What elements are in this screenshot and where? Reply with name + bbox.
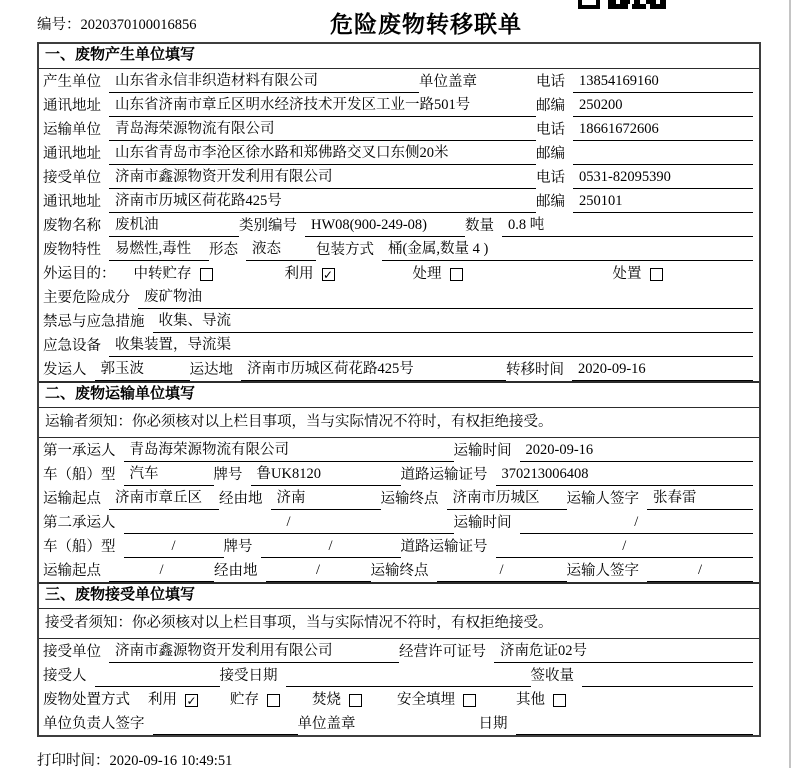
form-row (39, 141, 759, 165)
field-label: 车（船）型 (43, 539, 116, 555)
checkbox-icon (463, 694, 476, 707)
field-label: 接受单位 (43, 170, 101, 186)
form-row (39, 711, 759, 735)
section-header: 二、废物运输单位填写 (39, 383, 759, 408)
field-label: 单位负责人签字 (43, 716, 145, 732)
field-label: 类别编号 (239, 218, 297, 234)
form-row (39, 285, 759, 309)
field-value: 山东省济南市章丘区明水经济技术开发区工业一路501号 (109, 93, 536, 117)
field-value: / (520, 514, 754, 534)
section-3 (39, 582, 759, 735)
form-row (39, 189, 759, 213)
serial-label: 编号： (37, 17, 81, 33)
form-row (39, 663, 759, 687)
print-time-label: 打印时间： (37, 753, 110, 768)
checkbox-label: 处置 (612, 266, 642, 282)
field-value: / (124, 538, 224, 558)
blank-field (286, 684, 531, 687)
field-value: / (261, 538, 401, 558)
qr-code-fragment-icon (578, 0, 668, 9)
field-label: 接受人 (43, 668, 87, 684)
serial-number: 2020370100016856 (80, 17, 197, 33)
form-row (39, 462, 759, 486)
field-label: 运达地 (189, 362, 233, 378)
field-value: 济南 (271, 486, 381, 510)
field-label: 通讯地址 (43, 98, 101, 114)
field-label: 日期 (478, 716, 508, 732)
field-label: 产生单位 (43, 74, 101, 90)
section-header: 三、废物接受单位填写 (39, 584, 759, 609)
blank-field (153, 732, 298, 735)
field-label: 单位盖章 (419, 74, 477, 90)
checkbox-label: 贮存 (230, 692, 259, 708)
checkbox-label: 利用 (148, 692, 177, 708)
field-label: 运输人签字 (566, 563, 639, 579)
field-value: / (109, 562, 214, 582)
blank-field (516, 732, 754, 735)
field-value: 250200 (573, 97, 753, 117)
field-value: 山东省永信非织造材料有限公司 (109, 69, 419, 93)
checkbox-icon (450, 268, 463, 281)
field-label: 运输终点 (370, 563, 429, 579)
checkbox-label: 利用 (284, 266, 314, 282)
field-label: 运输人签字 (566, 491, 639, 507)
checkbox-icon (200, 268, 213, 281)
field-value: 青岛海荣源物流有限公司 (124, 438, 454, 462)
right-edge-line (789, 0, 791, 768)
field-value: 0531-82095390 (573, 169, 753, 189)
field-value: 济南市历城区荷花路425号 (109, 189, 536, 213)
field-label: 运输时间 (453, 515, 512, 531)
field-value: 370213006408 (496, 466, 754, 486)
form-row (39, 510, 759, 534)
field-label: 车（船）型 (43, 467, 116, 483)
field-value: 青岛海荣源物流有限公司 (109, 117, 536, 141)
field-value: / (124, 514, 454, 534)
field-value: 济南市鑫源物资开发利用有限公司 (109, 165, 536, 189)
field-label: 牌号 (223, 539, 253, 555)
field-value: 济南危证02号 (494, 639, 753, 663)
field-label: 通讯地址 (43, 194, 101, 210)
field-value: / (437, 562, 567, 582)
form-row (39, 261, 759, 285)
form-row (39, 687, 759, 711)
field-label: 数量 (465, 218, 494, 234)
checkbox-checked-icon: ✓ (186, 693, 197, 708)
field-label: 道路运输证号 (400, 539, 488, 555)
field-label: 接受日期 (219, 668, 278, 684)
form-row (39, 357, 759, 381)
field-label: 运输起点 (43, 563, 101, 579)
serial (37, 13, 197, 34)
field-value: 鲁UK8120 (251, 462, 401, 486)
form-row (39, 69, 759, 93)
print-time-value: 2020-09-16 10:49:51 (109, 753, 233, 768)
field-label: 主要危险成分 (43, 290, 130, 306)
field-value: / (647, 562, 753, 582)
field-label: 包装方式 (316, 242, 374, 258)
field-value: 济南市历城区荷花路425号 (241, 357, 506, 381)
form-table (37, 42, 761, 737)
field-value: 桶(金属,数量 4 ) (382, 237, 753, 261)
field-label: 运输终点 (380, 491, 439, 507)
form-row (39, 558, 759, 582)
field-label: 运输时间 (453, 443, 512, 459)
checkbox-label: 焚烧 (312, 692, 341, 708)
field-value: 液态 (246, 237, 316, 261)
field-value: HW08(900-249-08) (305, 217, 465, 237)
form-row (39, 639, 759, 663)
field-label: 经由地 (214, 563, 258, 579)
print-time-line (37, 749, 232, 768)
form-row (39, 486, 759, 510)
section-1 (39, 44, 759, 381)
field-value: 山东省青岛市李沧区徐水路和郑佛路交叉口东侧20米 (109, 141, 536, 165)
form-row (39, 237, 759, 261)
checkbox-icon (650, 268, 663, 281)
notice-text: 运输者须知：你必须核对以上栏目事项，当与实际情况不符时，有权拒绝接受。 (39, 408, 759, 438)
checkbox-label: 其他 (516, 692, 545, 708)
field-label: 运输单位 (43, 122, 101, 138)
field-label: 邮编 (536, 194, 565, 210)
field-label: 通讯地址 (43, 146, 101, 162)
field-label: 经由地 (219, 491, 263, 507)
checkbox-icon (349, 694, 362, 707)
field-label: 转移时间 (506, 362, 564, 378)
field-label: 运输起点 (43, 491, 101, 507)
field-label: 经营许可证号 (399, 644, 486, 660)
page-title: 危险废物转移联单 (330, 12, 522, 37)
field-label: 道路运输证号 (400, 467, 488, 483)
field-label: 签收量 (530, 668, 574, 684)
field-value: 汽车 (124, 462, 214, 486)
form-row (39, 117, 759, 141)
field-value: 废机油 (109, 213, 239, 237)
form-row (39, 309, 759, 333)
blank-field (573, 162, 753, 165)
section-header: 一、废物产生单位填写 (39, 44, 759, 69)
field-label: 邮编 (536, 98, 565, 114)
field-label: 第二承运人 (43, 515, 116, 531)
form-row (39, 165, 759, 189)
field-value: 2020-09-16 (572, 361, 753, 381)
checkbox-label: 处理 (412, 266, 442, 282)
field-value: / (496, 538, 754, 558)
field-value: 废矿物油 (138, 285, 753, 309)
field-label: 废物名称 (43, 218, 101, 234)
field-value: 18661672606 (573, 121, 753, 141)
field-value: 济南市章丘区 (109, 486, 219, 510)
field-value: 郭玉波 (95, 357, 190, 381)
field-label: 第一承运人 (43, 443, 116, 459)
field-label: 电话 (536, 74, 565, 90)
field-label: 外运目的： (43, 266, 116, 282)
field-label: 禁忌与应急措施 (43, 314, 145, 330)
form-row (39, 213, 759, 237)
notice-text: 接受者须知：你必须核对以上栏目事项，当与实际情况不符时，有权拒绝接受。 (39, 609, 759, 639)
section-2 (39, 381, 759, 582)
checkbox-checked-icon: ✓ (322, 267, 334, 282)
field-value: 250101 (573, 193, 753, 213)
field-label: 接受单位 (43, 644, 101, 660)
field-label: 废物特性 (43, 242, 101, 258)
field-value: 济南市历城区 (447, 486, 567, 510)
field-label: 单位盖章 (297, 716, 356, 732)
field-value: 2020-09-16 (520, 442, 754, 462)
blank-field (582, 684, 753, 687)
form-row (39, 438, 759, 462)
field-value: 易燃性,毒性 (109, 237, 209, 261)
form-row (39, 534, 759, 558)
checkbox-icon (553, 694, 566, 707)
field-label: 发运人 (43, 362, 87, 378)
field-label: 废物处置方式 (43, 692, 130, 708)
field-label: 应急设备 (43, 338, 101, 354)
field-label: 电话 (536, 122, 565, 138)
field-label: 电话 (536, 170, 565, 186)
form-row (39, 333, 759, 357)
checkbox-label: 中转贮存 (133, 266, 192, 282)
field-value: 济南市鑫源物资开发利用有限公司 (109, 639, 399, 663)
field-value: 收集、导流 (153, 309, 754, 333)
field-value: / (266, 562, 371, 582)
field-value: 收集装置，导流渠 (109, 333, 753, 357)
field-value: 13854169160 (573, 73, 753, 93)
field-label: 形态 (209, 242, 238, 258)
checkbox-label: 安全填埋 (397, 692, 455, 708)
form-row (39, 93, 759, 117)
field-value: 0.8 吨 (502, 213, 753, 237)
checkbox-icon (267, 694, 280, 707)
field-label: 邮编 (536, 146, 565, 162)
field-value: 张春雷 (647, 486, 753, 510)
field-label: 牌号 (213, 467, 243, 483)
blank-field (95, 684, 220, 687)
